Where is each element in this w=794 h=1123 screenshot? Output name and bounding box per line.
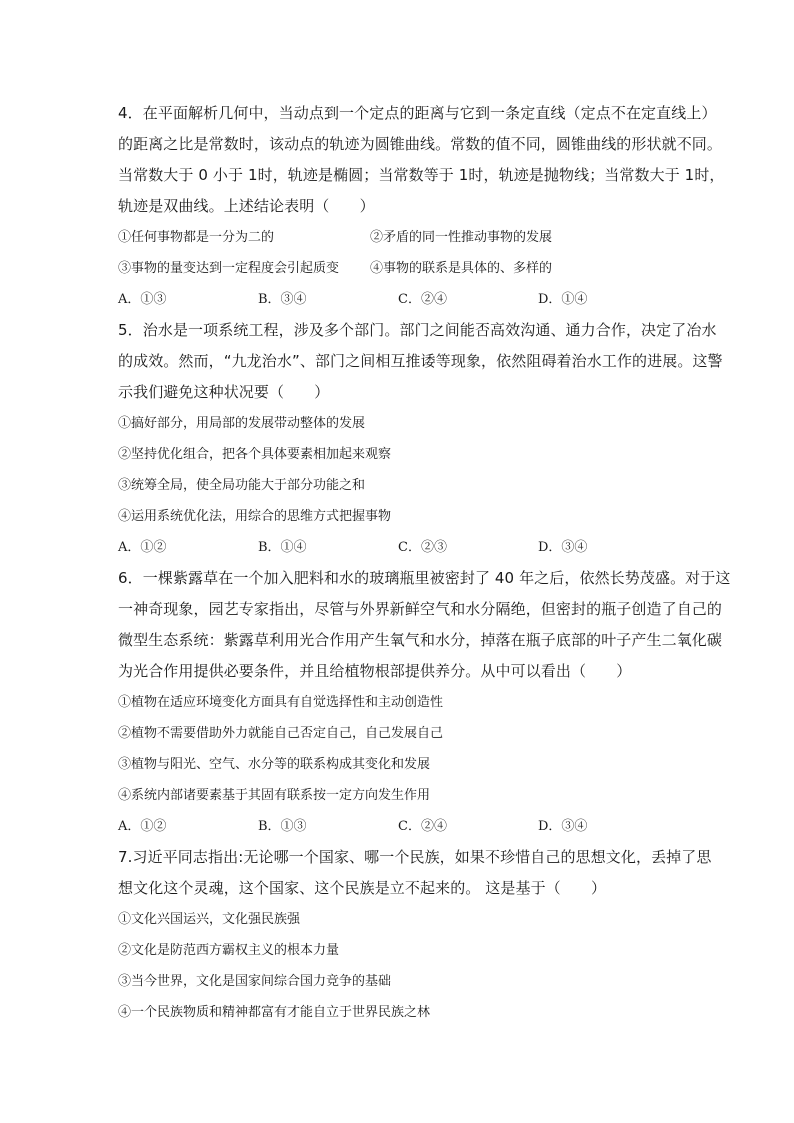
question-7-stem-line: 7.习近平同志指出:无论哪一个国家、哪一个民族，如果不珍惜自己的思想文化，丢掉了思 bbox=[118, 848, 712, 866]
question-7-option-2: ②文化是防范西方霸权主义的根本力量 bbox=[118, 943, 340, 958]
question-4-options-row bbox=[118, 222, 684, 253]
question-7-option-1: ①文化兴国运兴，文化强民族强 bbox=[118, 912, 301, 927]
question-4 bbox=[118, 98, 725, 315]
question-5-option-1: ①搞好部分，用局部的发展带动整体的发展 bbox=[118, 416, 366, 431]
question-content bbox=[118, 98, 731, 1028]
question-4-stem-line: 轨迹是双曲线。上述结论表明（ ） bbox=[118, 197, 375, 215]
choice-c: C．②③ bbox=[398, 540, 447, 555]
question-4-stem-line: 的距离之比是常数时，该动点的轨迹为圆锥曲线。常数的值不同，圆锥曲线的形状就不同。 bbox=[118, 135, 723, 153]
choice-a: A．①③ bbox=[118, 292, 167, 307]
choice-a: A．①② bbox=[118, 540, 167, 555]
question-4-option-1: ①任何事物都是一分为二的 bbox=[118, 230, 275, 245]
question-5-stem-line: 示我们避免这种状况要（ ） bbox=[118, 383, 330, 401]
choice-b: B．①③ bbox=[258, 819, 307, 834]
question-4-stem-line: 当常数大于 0 小于 1时，轨迹是椭圆；当常数等于 1时，轨迹是抛物线；当常数大于 1时， bbox=[118, 166, 725, 184]
question-6-option-2: ②植物不需要借助外力就能自己否定自己，自己发展自己 bbox=[118, 726, 444, 741]
question-5-choices bbox=[118, 532, 684, 563]
choice-c: C．②④ bbox=[398, 819, 447, 834]
question-4-option-3: ③事物的量变达到一定程度会引起质变 bbox=[118, 261, 340, 276]
question-6-option-3: ③植物与阳光、空气、水分等的联系构成其变化和发展 bbox=[118, 757, 431, 772]
question-7-option-4: ④一个民族物质和精神都富有才能自立于世界民族之林 bbox=[118, 1005, 431, 1020]
question-5-stem-line: 的成效。然而，“九龙治水”、部门之间相互推诿等现象，依然阻碍着治水工作的进展。这警 bbox=[118, 352, 723, 370]
question-6-option-1: ①植物在适应环境变化方面具有自觉选择性和主动创造性 bbox=[118, 695, 444, 710]
question-6-stem-line: 一神奇现象，园艺专家指出，尽管与外界新鲜空气和水分隔绝，但密封的瓶子创造了自己的 bbox=[118, 600, 723, 618]
question-7-option-3: ③当今世界，文化是国家间综合国力竞争的基础 bbox=[118, 974, 392, 989]
question-7 bbox=[118, 842, 712, 1028]
question-4-options-row bbox=[118, 253, 684, 284]
question-6-stem-line: 为光合作用提供必要条件，并且给植物根部提供养分。从中可以看出（ ） bbox=[118, 662, 632, 680]
choice-d: D．③④ bbox=[538, 819, 588, 834]
question-6 bbox=[118, 563, 731, 842]
question-6-stem-line: 微型生态系统：紫露草利用光合作用产生氧气和水分，掉落在瓶子底部的叶子产生二氧化碳 bbox=[118, 631, 723, 649]
question-4-choices bbox=[118, 284, 684, 315]
choice-d: D．③④ bbox=[538, 540, 588, 555]
question-6-option-4: ④系统内部诸要素基于其固有联系按一定方向发生作用 bbox=[118, 788, 431, 803]
question-6-choices bbox=[118, 811, 684, 842]
question-6-stem-line: 6．一棵紫露草在一个加入肥料和水的玻璃瓶里被密封了 40 年之后，依然长势茂盛。对于这 bbox=[118, 569, 731, 587]
question-5-option-2: ②坚持优化组合，把各个具体要素相加起来观察 bbox=[118, 447, 392, 462]
question-5-stem-line: 5．治水是一项系统工程，涉及多个部门。部门之间能否高效沟通、通力合作，决定了冶水 bbox=[118, 321, 717, 339]
question-5-option-3: ③统筹全局，使全局功能大于部分功能之和 bbox=[118, 478, 366, 493]
choice-a: A．①② bbox=[118, 819, 167, 834]
question-5-option-4: ④运用系统优化法，用综合的思维方式把握事物 bbox=[118, 509, 392, 524]
question-5 bbox=[118, 315, 723, 563]
question-7-stem-line: 想文化这个灵魂，这个国家、这个民族是立不起来的。 这是基于（ ） bbox=[118, 879, 607, 897]
question-4-option-4: ④事物的联系是具体的、多样的 bbox=[370, 261, 553, 276]
question-4-stem-line: 4．在平面解析几何中，当动点到一个定点的距离与它到一条定直线（定点不在定直线上） bbox=[118, 104, 717, 122]
choice-d: D．①④ bbox=[538, 292, 588, 307]
choice-b: B．①④ bbox=[258, 540, 307, 555]
choice-b: B．③④ bbox=[258, 292, 307, 307]
choice-c: C．②④ bbox=[398, 292, 447, 307]
question-4-option-2: ②矛盾的同一性推动事物的发展 bbox=[370, 230, 553, 245]
